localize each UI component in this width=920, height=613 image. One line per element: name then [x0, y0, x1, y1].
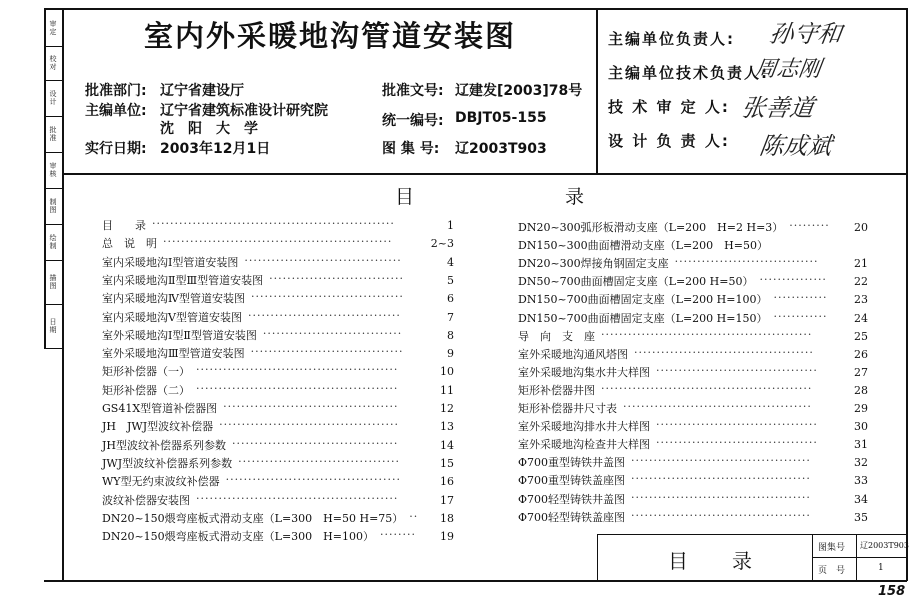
toc-leader-dots: ············ — [773, 291, 828, 305]
side-line — [44, 260, 62, 261]
toc-entry[interactable] — [102, 510, 458, 528]
resp-label: 主编单位负责人: — [608, 30, 735, 48]
unified-no-label: 统一编号: — [382, 113, 444, 129]
toc-entry-title: GS41X型管道补偿器图 — [102, 402, 218, 415]
toc-entry-page: 30 — [854, 420, 868, 434]
toc-leader-dots: ······························ — [269, 271, 404, 285]
toc-entry[interactable] — [102, 309, 458, 327]
frame-top — [44, 8, 907, 10]
toc-entry-title: 矩形补偿器（二） — [102, 383, 190, 397]
toc-leader-dots: ··································· — [244, 253, 402, 267]
atlas-no-value: 辽2003T903 — [455, 141, 547, 157]
toc-leader-dots: ············································· — [196, 363, 399, 377]
toc-entry-page: 26 — [854, 347, 868, 361]
toc-entry-title: Φ700轻型铸铁盖座图 — [518, 510, 626, 524]
toc-leader-dots: ································ — [674, 255, 819, 269]
toc-entry-page: 16 — [440, 475, 454, 489]
signature: 陈成斌 — [757, 132, 834, 160]
atlas-no-label: 图 集 号: — [382, 141, 440, 157]
toc-entry-page: 15 — [440, 456, 454, 470]
toc-leader-dots: ···································· — [656, 363, 818, 377]
toc-entry-title: Φ700重型铸铁盖座图 — [518, 474, 626, 488]
footer-atlas-value: 辽2003T903 — [860, 541, 909, 550]
toc-entry[interactable] — [102, 217, 458, 235]
toc-entry-page: 34 — [854, 492, 868, 506]
toc-entry-page: 28 — [854, 383, 868, 397]
frame-inner-left — [62, 8, 64, 581]
toc-entry[interactable] — [102, 400, 458, 418]
toc-entry-title: DN20~300焊接角钢固定支座 — [518, 257, 669, 271]
toc-entry[interactable] — [102, 455, 458, 473]
toc-entry-title: 矩形补偿器井尺寸表 — [518, 402, 617, 415]
resp-label: 主编单位技术负责人: — [608, 64, 769, 82]
toc-entry-title: Φ700轻型铸铁井盖图 — [518, 492, 626, 506]
toc-entry-page: 24 — [854, 311, 868, 325]
toc-entry-page: 21 — [854, 257, 868, 271]
toc-entry-page: 20 — [854, 221, 868, 234]
toc-entry-title: DN50~700曲面槽固定支座（L=200 H=50） — [518, 275, 754, 289]
toc-entry-title: DN150~700曲面槽固定支座（L=200 H=150） — [518, 311, 768, 325]
toc-entry-page: 35 — [854, 510, 868, 524]
toc-entry-title: 矩形补偿器井图 — [518, 383, 595, 397]
toc-leader-dots: ············································· — [196, 381, 399, 395]
toc-leader-dots: ···································· — [238, 454, 401, 468]
footer-left — [597, 534, 598, 581]
toc-entry-title: 室外采暖地沟排水井大样图 — [518, 420, 650, 434]
toc-leader-dots: ··················································· — [163, 235, 393, 249]
signature: 孙守和 — [767, 20, 844, 48]
toc-entry-page: 1 — [447, 219, 454, 232]
frame-bottom — [44, 580, 907, 582]
toc-entry[interactable] — [102, 528, 458, 546]
header-divider — [62, 173, 907, 175]
doc-no-value: 辽建发[2003]78号 — [455, 83, 583, 99]
page-number: 158 — [878, 584, 906, 599]
toc-entry[interactable] — [102, 235, 458, 253]
toc-leader-dots: ·································· — [247, 308, 401, 322]
toc-entry[interactable] — [102, 473, 458, 491]
toc-entry-page: 31 — [854, 438, 868, 452]
toc-leader-dots: ········································ — [631, 454, 811, 468]
toc-heading-1: 目 — [395, 186, 415, 208]
toc-entry-page: 9 — [447, 347, 454, 361]
toc-entry[interactable] — [102, 382, 458, 400]
side-line — [44, 304, 62, 305]
side-line — [44, 116, 62, 117]
doc-no-label: 批准文号: — [382, 83, 444, 99]
toc-entry-title: 波纹补偿器安装图 — [102, 493, 190, 507]
toc-entry-page: 2~3 — [430, 237, 454, 251]
toc-leader-dots: ······································· — [225, 473, 401, 487]
toc-leader-dots: ····································· — [232, 436, 399, 450]
side-cell: 描图 — [49, 274, 57, 290]
side-cell: 设计 — [49, 90, 57, 106]
side-line — [44, 80, 62, 81]
toc-entry[interactable] — [518, 509, 870, 527]
footer-atlas-label: 图集号 — [818, 543, 846, 553]
side-line — [44, 188, 62, 189]
footer-title-1: 目 — [668, 549, 688, 573]
toc-entry-page: 13 — [440, 420, 454, 434]
toc-entry-page: 12 — [440, 402, 454, 415]
toc-entry-page: 33 — [854, 474, 868, 488]
side-cell: 审核 — [49, 162, 57, 178]
toc-entry-title: DN20~150煨弯座板式滑动支座（L=300 H=100） — [102, 530, 374, 544]
toc-leader-dots: ········································ — [634, 345, 814, 359]
toc-entry-title: 室外采暖地沟集水井大样图 — [518, 365, 650, 379]
side-cell: 绘制 — [49, 234, 57, 250]
side-cell: 审定 — [49, 20, 57, 36]
toc-leader-dots: ·································· — [251, 290, 404, 304]
side-line — [44, 224, 62, 225]
resp-label: 设 计 负 责 人: — [608, 132, 730, 150]
toc-heading-2: 录 — [565, 186, 585, 208]
frame-right — [906, 8, 908, 581]
toc-entry[interactable] — [102, 363, 458, 381]
toc-entry-page: 32 — [854, 456, 868, 470]
footer-title-2: 录 — [732, 549, 752, 573]
side-line — [44, 46, 62, 47]
toc-entry[interactable] — [102, 437, 458, 455]
toc-entry-title: 室外采暖地沟Ⅰ型Ⅱ型管道安装图 — [102, 328, 257, 342]
toc-entry-title: 室外采暖地沟检查井大样图 — [518, 438, 650, 452]
toc-entry[interactable] — [102, 492, 458, 510]
toc-entry-page: 18 — [440, 511, 454, 525]
side-cell: 校对 — [49, 55, 57, 71]
toc-leader-dots: ·········································· — [623, 400, 812, 413]
toc-entry-title: Φ700重型铸铁井盖图 — [518, 456, 626, 470]
signature: 周志刚 — [752, 57, 823, 82]
toc-entry-title: 室外采暖地沟通风塔图 — [518, 347, 628, 361]
toc-entry-title: 室内采暖地沟Ⅱ型Ⅲ型管道安装图 — [102, 273, 264, 287]
toc-entry-title: WY型无约束波纹补偿器 — [102, 475, 220, 489]
toc-leader-dots: ········································ — [631, 490, 811, 504]
toc-entry-title: 室内采暖地沟Ⅴ型管道安装图 — [102, 310, 242, 324]
date-label: 实行日期: — [85, 141, 147, 157]
editor-label: 主编单位: — [85, 103, 147, 119]
toc-entry-page: 11 — [440, 383, 454, 397]
toc-entry[interactable] — [102, 254, 458, 272]
editor-value-2: 沈 阳 大 学 — [160, 121, 258, 137]
toc-entry[interactable] — [102, 345, 458, 363]
side-cell: 日期 — [49, 318, 57, 334]
signature: 张善道 — [739, 94, 816, 122]
toc-entry-page: 29 — [854, 402, 868, 415]
toc-entry[interactable] — [102, 418, 458, 436]
toc-entry-page: 14 — [440, 438, 454, 452]
toc-entry-title: JH JWJ型波纹补偿器 — [102, 420, 214, 434]
footer-page-value: 1 — [878, 563, 884, 573]
toc-entry-page: 5 — [447, 273, 454, 287]
toc-entry-page: 7 — [447, 310, 454, 324]
toc-entry-page: 4 — [447, 255, 454, 269]
toc-entry-title: DN150~300曲面槽滑动支座（L=200 H=50） — [518, 239, 768, 253]
editor-value-1: 辽宁省建筑标准设计研究院 — [160, 103, 328, 119]
toc-entry-page: 22 — [854, 275, 868, 289]
toc-entry-title: DN150~700曲面槽固定支座（L=200 H=100） — [518, 293, 768, 307]
side-line — [44, 348, 62, 349]
side-line — [44, 152, 62, 153]
toc-leader-dots: ········································ — [631, 508, 811, 522]
toc-entry[interactable] — [102, 290, 458, 308]
toc-leader-dots: ········································ — [219, 418, 400, 432]
toc-entry-title: DN20~300弧形板滑动支座（L=200 H=2 H=3） — [518, 221, 784, 234]
dept-value: 辽宁省建设厅 — [160, 83, 244, 99]
toc-entry-page: 8 — [447, 328, 454, 342]
toc-leader-dots: ·· — [409, 509, 419, 523]
toc-entry-title: JWJ型波纹补偿器系列参数 — [102, 456, 233, 470]
toc-entry-title: 矩形补偿器（一） — [102, 365, 190, 379]
dept-label: 批准部门: — [85, 83, 147, 99]
toc-entry[interactable] — [518, 219, 870, 237]
toc-entry-page: 17 — [440, 493, 454, 507]
toc-leader-dots: ···································· — [656, 418, 818, 432]
toc-entry-title: 室内采暖地沟Ⅰ型管道安装图 — [102, 255, 239, 269]
resp-label: 技 术 审 定 人: — [608, 98, 730, 116]
toc-entry-title: 总 说 明 — [102, 237, 157, 251]
toc-leader-dots: ········· — [789, 219, 830, 232]
toc-entry-page: 6 — [447, 292, 454, 306]
footer-row — [812, 557, 907, 558]
toc-leader-dots: ···································· — [656, 436, 818, 450]
toc-leader-dots: ······························· — [262, 326, 403, 340]
toc-entry-title: 导 向 支 座 — [518, 329, 595, 343]
toc-leader-dots: ········ — [379, 528, 416, 542]
toc-entry-page: 10 — [440, 365, 454, 379]
toc-leader-dots: ······················································ — [152, 217, 395, 230]
side-cell: 批准 — [49, 126, 57, 142]
toc-leader-dots: ············································· — [196, 491, 399, 505]
toc-leader-dots: ··············································· — [601, 381, 813, 395]
toc-leader-dots: ········································ — [631, 472, 811, 486]
toc-leader-dots: ·································· — [250, 345, 404, 359]
toc-entry-title: DN20~150煨弯座板式滑动支座（L=300 H=50 H=75） — [102, 511, 404, 525]
toc-entry[interactable] — [102, 272, 458, 290]
toc-entry[interactable] — [102, 327, 458, 345]
atlas-title: 室内外采暖地沟管道安装图 — [143, 19, 516, 53]
footer-page-label: 页 号 — [818, 566, 846, 576]
toc-entry-title: 室内采暖地沟Ⅳ型管道安装图 — [102, 292, 245, 306]
toc-entry-page: 19 — [440, 530, 454, 544]
side-cell: 制图 — [49, 198, 57, 214]
toc-entry-page: 25 — [854, 329, 868, 343]
toc-entry-page: 23 — [854, 293, 868, 307]
toc-entry-title: 室外采暖地沟Ⅲ型管道安装图 — [102, 347, 245, 361]
unified-no-value: DBJT05-155 — [455, 110, 547, 126]
footer-top — [597, 534, 907, 535]
header-vertical-divider — [596, 8, 598, 174]
date-value: 2003年12月1日 — [160, 141, 271, 157]
toc-leader-dots: ··············································· — [601, 327, 813, 341]
toc-entry-title: JH型波纹补偿器系列参数 — [102, 438, 227, 452]
toc-leader-dots: ······································· — [223, 400, 399, 413]
toc-leader-dots: ············ — [773, 309, 828, 323]
toc-entry-page: 27 — [854, 365, 868, 379]
toc-leader-dots: ··············· — [759, 273, 827, 287]
toc-entry-title: 目 录 — [102, 219, 146, 232]
